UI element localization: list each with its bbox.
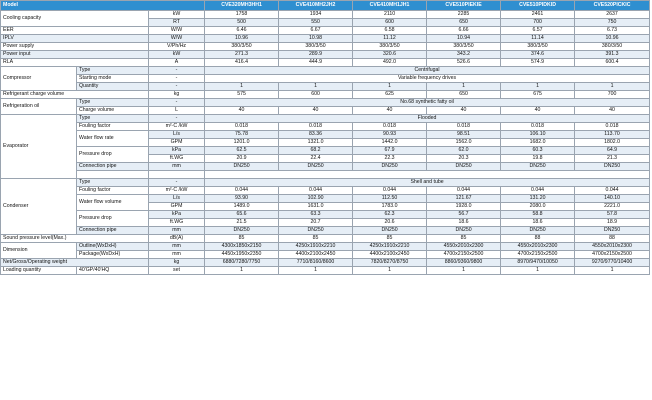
- unit-cell: dB(A): [149, 235, 205, 243]
- value-cell: 1321.0: [279, 139, 353, 147]
- value-cell: 2221.0: [575, 203, 650, 211]
- value-cell: 2461: [501, 11, 575, 19]
- value-cell: 98.51: [427, 131, 501, 139]
- value-cell: 380/3/50: [205, 43, 279, 51]
- span-value: Centrifugal: [205, 67, 650, 75]
- value-cell: 0.044: [427, 187, 501, 195]
- value-cell: 90.93: [353, 131, 427, 139]
- table-row: [1, 123, 650, 131]
- value-cell: 56.7: [427, 211, 501, 219]
- value-cell: 62.5: [205, 147, 279, 155]
- value-cell: 380/3/50: [427, 43, 501, 51]
- unit-cell: -: [149, 179, 205, 187]
- value-cell: 4700x2150x2500: [575, 251, 650, 259]
- value-cell: 600: [279, 91, 353, 99]
- value-cell: 1: [279, 267, 353, 275]
- value-cell: 750: [575, 19, 650, 27]
- value-cell: 1: [205, 267, 279, 275]
- unit-cell: ft.WG: [149, 219, 205, 227]
- value-cell: DN250: [353, 227, 427, 235]
- table-row: [1, 267, 650, 275]
- sub-label: Type: [77, 179, 149, 187]
- value-cell: 1: [353, 267, 427, 275]
- value-cell: 85: [205, 235, 279, 243]
- value-cell: 4300x1850x2150: [205, 243, 279, 251]
- table-row: [1, 51, 650, 59]
- spacer-cell: [77, 171, 149, 179]
- value-cell: 40: [575, 107, 650, 115]
- value-cell: 0.044: [205, 187, 279, 195]
- value-cell: 1: [279, 83, 353, 91]
- value-cell: 140.10: [575, 195, 650, 203]
- value-cell: 6.73: [575, 27, 650, 35]
- value-cell: 1802.0: [575, 139, 650, 147]
- value-cell: 131.20: [501, 195, 575, 203]
- table-row: [1, 83, 650, 91]
- value-cell: 21.3: [575, 155, 650, 163]
- span-value: Shell and tube: [205, 179, 650, 187]
- value-cell: DN250: [279, 163, 353, 171]
- sub-label: Quantity: [77, 83, 149, 91]
- value-cell: 650: [427, 91, 501, 99]
- value-cell: 320.6: [353, 51, 427, 59]
- unit-cell: kg: [149, 91, 205, 99]
- value-cell: 11.14: [501, 35, 575, 43]
- value-cell: DN250: [575, 163, 650, 171]
- unit-cell: set: [149, 267, 205, 275]
- value-cell: DN250: [501, 227, 575, 235]
- value-cell: 8970/9470/10050: [501, 259, 575, 267]
- value-cell: 63.3: [279, 211, 353, 219]
- value-cell: 6.46: [205, 27, 279, 35]
- value-cell: 113.70: [575, 131, 650, 139]
- value-cell: 102.90: [279, 195, 353, 203]
- value-cell: 0.044: [353, 187, 427, 195]
- unit-cell: -: [149, 115, 205, 123]
- value-cell: 40: [279, 107, 353, 115]
- value-cell: DN250: [427, 163, 501, 171]
- sub-label: Charge volume: [77, 107, 149, 115]
- sub-label: Fouling factor: [77, 187, 149, 195]
- value-cell: 6.66: [427, 27, 501, 35]
- table-row: [1, 107, 650, 115]
- sub-label: Pressure drop: [77, 147, 149, 163]
- value-cell: 68.2: [279, 147, 353, 155]
- row-label: Refrigerant charge volume: [1, 91, 149, 99]
- value-cell: 20.6: [353, 219, 427, 227]
- value-cell: 18.6: [501, 219, 575, 227]
- value-cell: 1: [427, 83, 501, 91]
- value-cell: 0.018: [279, 123, 353, 131]
- value-cell: DN250: [279, 227, 353, 235]
- value-cell: 62.3: [353, 211, 427, 219]
- group-label: Evaporator: [1, 115, 77, 179]
- value-cell: 67.9: [353, 147, 427, 155]
- span-value: Variable frequency drives: [205, 75, 650, 83]
- value-cell: 1: [427, 267, 501, 275]
- value-cell: 0.044: [279, 187, 353, 195]
- value-cell: 0.044: [501, 187, 575, 195]
- value-cell: 4250x1910x2210: [279, 243, 353, 251]
- value-cell: 10.94: [427, 35, 501, 43]
- value-cell: 40: [205, 107, 279, 115]
- value-cell: 9270/9770/10400: [575, 259, 650, 267]
- unit-cell: kg: [149, 259, 205, 267]
- value-cell: 444.9: [279, 59, 353, 67]
- value-cell: 40: [427, 107, 501, 115]
- sub-label: Type: [77, 115, 149, 123]
- value-cell: 2285: [427, 11, 501, 19]
- value-cell: 4700x2150x2500: [427, 251, 501, 259]
- value-cell: 10.98: [279, 35, 353, 43]
- sub-label: Fouling factor: [77, 123, 149, 131]
- value-cell: 10.96: [205, 35, 279, 43]
- sub-label: Water flow rate: [77, 131, 149, 147]
- value-cell: 19.8: [501, 155, 575, 163]
- table-row: [1, 115, 650, 123]
- value-cell: 700: [501, 19, 575, 27]
- table-row: [1, 35, 650, 43]
- unit-cell: mm: [149, 227, 205, 235]
- unit-cell: L/s: [149, 131, 205, 139]
- value-cell: 7710/8160/8600: [279, 259, 353, 267]
- value-cell: 574.9: [501, 59, 575, 67]
- sub-label: 40'GP/40'HQ: [77, 267, 149, 275]
- value-cell: 289.9: [279, 51, 353, 59]
- table-row: [1, 195, 650, 203]
- unit-cell: W/W: [149, 27, 205, 35]
- sub-label: Type: [77, 67, 149, 75]
- unit-cell: m²·C /kW: [149, 123, 205, 131]
- value-cell: 85: [279, 235, 353, 243]
- row-label: EER: [1, 27, 149, 35]
- value-cell: 700: [575, 91, 650, 99]
- value-cell: 1489.0: [205, 203, 279, 211]
- table-row: [1, 131, 650, 139]
- value-cell: 675: [501, 91, 575, 99]
- sub-label: Package(WxDxH): [77, 251, 149, 259]
- unit-cell: -: [149, 75, 205, 83]
- value-cell: 4700x2150x2500: [501, 251, 575, 259]
- value-cell: 93.90: [205, 195, 279, 203]
- unit-cell: -: [149, 83, 205, 91]
- value-cell: 22.4: [279, 155, 353, 163]
- unit-cell: L: [149, 107, 205, 115]
- value-cell: 500: [205, 19, 279, 27]
- value-cell: 88: [575, 235, 650, 243]
- value-cell: 1682.0: [501, 139, 575, 147]
- value-cell: 550: [279, 19, 353, 27]
- unit-cell: GPM: [149, 203, 205, 211]
- unit-cell: kPa: [149, 147, 205, 155]
- value-cell: 391.3: [575, 51, 650, 59]
- group-label: Condenser: [1, 179, 77, 235]
- unit-cell: W/W: [149, 35, 205, 43]
- value-cell: 85: [353, 235, 427, 243]
- table-row: [1, 75, 650, 83]
- table-row: [1, 243, 650, 251]
- value-cell: 0.018: [501, 123, 575, 131]
- model-name: CVE320MH3HH1: [205, 1, 279, 11]
- value-cell: 4400x2100x2450: [279, 251, 353, 259]
- table-row: [1, 179, 650, 187]
- value-cell: 18.6: [427, 219, 501, 227]
- value-cell: 57.8: [575, 211, 650, 219]
- value-cell: 58.8: [501, 211, 575, 219]
- table-row: [1, 67, 650, 75]
- value-cell: 121.67: [427, 195, 501, 203]
- row-label: IPLV: [1, 35, 149, 43]
- value-cell: 650: [427, 19, 501, 27]
- value-cell: 600.4: [575, 59, 650, 67]
- value-cell: 8860/9360/9800: [427, 259, 501, 267]
- sub-label: Pressure drop: [77, 211, 149, 227]
- value-cell: 106.10: [501, 131, 575, 139]
- value-cell: 600: [353, 19, 427, 27]
- row-label: Cooling capacity: [1, 11, 149, 27]
- table-row: [1, 211, 650, 219]
- value-cell: 6.58: [353, 27, 427, 35]
- value-cell: 1783.0: [353, 203, 427, 211]
- value-cell: 22.3: [353, 155, 427, 163]
- table-row: [1, 11, 650, 19]
- unit-cell: -: [149, 99, 205, 107]
- unit-cell: RT: [149, 19, 205, 27]
- value-cell: 6880/7280/7750: [205, 259, 279, 267]
- value-cell: 1: [575, 267, 650, 275]
- value-cell: 1: [501, 267, 575, 275]
- header-row: [1, 1, 650, 11]
- table-row: [1, 259, 650, 267]
- table-row: [1, 43, 650, 51]
- model-name: CVE510PIDKID: [501, 1, 575, 11]
- sub-label: Type: [77, 99, 149, 107]
- group-label: Refrigeration oil: [1, 99, 77, 115]
- value-cell: 11.12: [353, 35, 427, 43]
- sub-label: Water flow volume: [77, 195, 149, 211]
- model-name: CVE510PIEKIE: [427, 1, 501, 11]
- value-cell: 343.2: [427, 51, 501, 59]
- table-row: [1, 163, 650, 171]
- value-cell: 1758: [205, 11, 279, 19]
- value-cell: 380/3/50: [575, 43, 650, 51]
- value-cell: 7820/8270/8750: [353, 259, 427, 267]
- sub-label: Starting mode: [77, 75, 149, 83]
- value-cell: 85: [427, 235, 501, 243]
- value-cell: 4550x2010x2300: [427, 243, 501, 251]
- value-cell: 6.67: [279, 27, 353, 35]
- value-cell: 18.9: [575, 219, 650, 227]
- table-row: [1, 99, 650, 107]
- model-name: CVE520PICKIC: [575, 1, 650, 11]
- value-cell: 380/3/50: [353, 43, 427, 51]
- value-cell: DN250: [205, 163, 279, 171]
- value-cell: 4550x2010x2300: [501, 243, 575, 251]
- value-cell: DN250: [501, 163, 575, 171]
- table-row: [1, 59, 650, 67]
- unit-cell: kPa: [149, 211, 205, 219]
- model-header: Model: [1, 1, 205, 11]
- spacer-cell: [149, 171, 205, 179]
- group-label: Dimension: [1, 243, 77, 259]
- value-cell: DN250: [353, 163, 427, 171]
- unit-cell: -: [149, 67, 205, 75]
- value-cell: 75.78: [205, 131, 279, 139]
- value-cell: 1631.0: [279, 203, 353, 211]
- value-cell: 6.57: [501, 27, 575, 35]
- row-label: Sound pressure level(Max.): [1, 235, 149, 243]
- unit-cell: kW: [149, 11, 205, 19]
- value-cell: DN250: [205, 227, 279, 235]
- value-cell: 40: [353, 107, 427, 115]
- sub-label: Connection pipe: [77, 163, 149, 171]
- unit-cell: L/s: [149, 195, 205, 203]
- value-cell: 4450x1950x2350: [205, 251, 279, 259]
- row-label: Loading quantity: [1, 267, 77, 275]
- value-cell: 4400x2100x2450: [353, 251, 427, 259]
- sub-label: Connection pipe: [77, 227, 149, 235]
- value-cell: 0.018: [205, 123, 279, 131]
- value-cell: 271.3: [205, 51, 279, 59]
- group-label: Compressor: [1, 67, 77, 91]
- table-row: [1, 227, 650, 235]
- value-cell: DN250: [427, 227, 501, 235]
- spacer-cell: [205, 171, 650, 179]
- unit-cell: kW: [149, 51, 205, 59]
- value-cell: 4250x1910x2210: [353, 243, 427, 251]
- table-row: [1, 27, 650, 35]
- value-cell: 374.6: [501, 51, 575, 59]
- value-cell: 575: [205, 91, 279, 99]
- value-cell: 1201.0: [205, 139, 279, 147]
- value-cell: 526.6: [427, 59, 501, 67]
- value-cell: 40: [501, 107, 575, 115]
- table-row: [1, 147, 650, 155]
- value-cell: 60.3: [501, 147, 575, 155]
- value-cell: 88: [501, 235, 575, 243]
- value-cell: 492.0: [353, 59, 427, 67]
- value-cell: 380/3/50: [279, 43, 353, 51]
- value-cell: 416.4: [205, 59, 279, 67]
- unit-cell: A: [149, 59, 205, 67]
- row-label: Net/Gross/Operating weight: [1, 259, 149, 267]
- row-label: Power input: [1, 51, 149, 59]
- table-row: [1, 91, 650, 99]
- value-cell: 380/3/50: [501, 43, 575, 51]
- model-name: CVE410MH1JH1: [353, 1, 427, 11]
- value-cell: 65.6: [205, 211, 279, 219]
- row-label: RLA: [1, 59, 149, 67]
- unit-cell: ft.WG: [149, 155, 205, 163]
- unit-cell: m²·C /kW: [149, 187, 205, 195]
- table-row: [1, 187, 650, 195]
- value-cell: 1562.0: [427, 139, 501, 147]
- unit-cell: mm: [149, 163, 205, 171]
- span-value: Flooded: [205, 115, 650, 123]
- table-row: [1, 251, 650, 259]
- value-cell: 1934: [279, 11, 353, 19]
- row-label: Power supply: [1, 43, 149, 51]
- unit-cell: mm: [149, 251, 205, 259]
- value-cell: 62.0: [427, 147, 501, 155]
- value-cell: 0.018: [353, 123, 427, 131]
- value-cell: 21.5: [205, 219, 279, 227]
- value-cell: 20.7: [279, 219, 353, 227]
- value-cell: 1: [575, 83, 650, 91]
- value-cell: 112.50: [353, 195, 427, 203]
- value-cell: 0.018: [427, 123, 501, 131]
- unit-cell: V/Ph/Hz: [149, 43, 205, 51]
- unit-cell: GPM: [149, 139, 205, 147]
- value-cell: 1442.0: [353, 139, 427, 147]
- sub-label: Outline(WxDxH): [77, 243, 149, 251]
- value-cell: 20.3: [427, 155, 501, 163]
- unit-cell: mm: [149, 243, 205, 251]
- value-cell: DN250: [575, 227, 650, 235]
- value-cell: 2080.0: [501, 203, 575, 211]
- value-cell: 64.9: [575, 147, 650, 155]
- value-cell: 0.044: [575, 187, 650, 195]
- value-cell: 10.96: [575, 35, 650, 43]
- table-row: [1, 235, 650, 243]
- table-row: [1, 171, 650, 179]
- value-cell: 1928.0: [427, 203, 501, 211]
- value-cell: 625: [353, 91, 427, 99]
- span-value: No.68 synthetic fatty oil: [205, 99, 650, 107]
- value-cell: 4550x2010x2300: [575, 243, 650, 251]
- value-cell: 2637: [575, 11, 650, 19]
- value-cell: 0.018: [575, 123, 650, 131]
- value-cell: 1: [353, 83, 427, 91]
- value-cell: 1: [501, 83, 575, 91]
- model-name: CVE410MH2JH2: [279, 1, 353, 11]
- value-cell: 2110: [353, 11, 427, 19]
- value-cell: 1: [205, 83, 279, 91]
- value-cell: 83.36: [279, 131, 353, 139]
- value-cell: 20.9: [205, 155, 279, 163]
